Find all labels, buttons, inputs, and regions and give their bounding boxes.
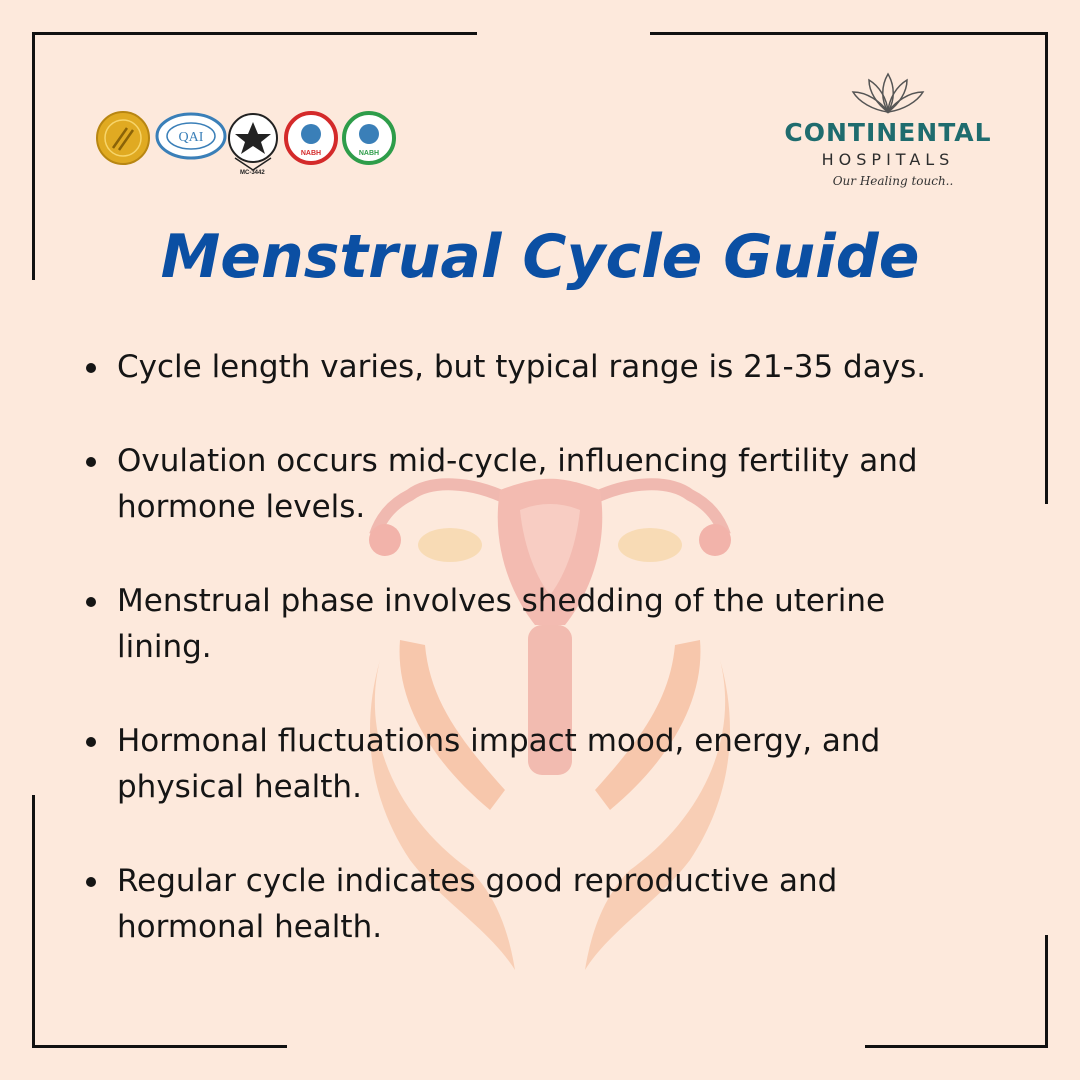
bullet-text: Hormonal fluctuations impact mood, energy, and physical health. xyxy=(117,723,881,805)
qai-badge-text: QAI xyxy=(178,130,204,145)
logo-name: CONTINENTAL xyxy=(784,118,992,147)
accreditation-badges xyxy=(95,108,405,174)
nabh-badge-1-icon xyxy=(286,113,336,163)
bullet-item xyxy=(82,718,982,810)
hospital-logo xyxy=(778,70,998,200)
lotus-icon xyxy=(843,70,933,120)
frame-right-lower xyxy=(1045,935,1048,1047)
bullet-item xyxy=(82,578,982,670)
logo-tagline: Our Healing touch.. xyxy=(832,174,954,188)
frame-top-right xyxy=(650,32,1048,35)
bullet-list xyxy=(82,344,982,950)
frame-top-left xyxy=(32,32,477,35)
bullet-item xyxy=(82,344,982,390)
bullet-dot-icon xyxy=(86,363,96,373)
bullet-dot-icon xyxy=(86,597,96,607)
frame-bottom-left xyxy=(32,1045,287,1048)
bullet-text: Regular cycle indicates good reproductive and hormonal health. xyxy=(117,863,838,945)
bullet-item xyxy=(82,438,982,530)
nabh-badge-2-text: NABH xyxy=(358,150,380,157)
logo-subtitle: HOSPITALS xyxy=(821,150,955,169)
bullet-dot-icon xyxy=(86,737,96,747)
qai-badge-icon xyxy=(157,114,225,158)
bullet-item xyxy=(82,858,982,950)
bullet-text: Cycle length varies, but typical range is 21-35 days. xyxy=(117,349,927,385)
bullet-dot-icon xyxy=(86,457,96,467)
jci-seal-icon xyxy=(97,112,149,164)
frame-bottom-right xyxy=(865,1045,1048,1048)
bullet-text: Ovulation occurs mid-cycle, influencing fertility and hormone levels. xyxy=(117,443,918,525)
nabh-badge-1-text: NABH xyxy=(300,150,322,157)
nabh-badge-2-icon xyxy=(344,113,394,163)
iso-emblem-label: MC-3442 xyxy=(240,170,265,176)
iso-emblem-icon xyxy=(229,114,277,170)
bullet-dot-icon xyxy=(86,877,96,887)
frame-left-lower xyxy=(32,795,35,1047)
bullet-text: Menstrual phase involves shedding of the uterine lining. xyxy=(117,583,886,665)
page-title: Menstrual Cycle Guide xyxy=(160,222,920,292)
